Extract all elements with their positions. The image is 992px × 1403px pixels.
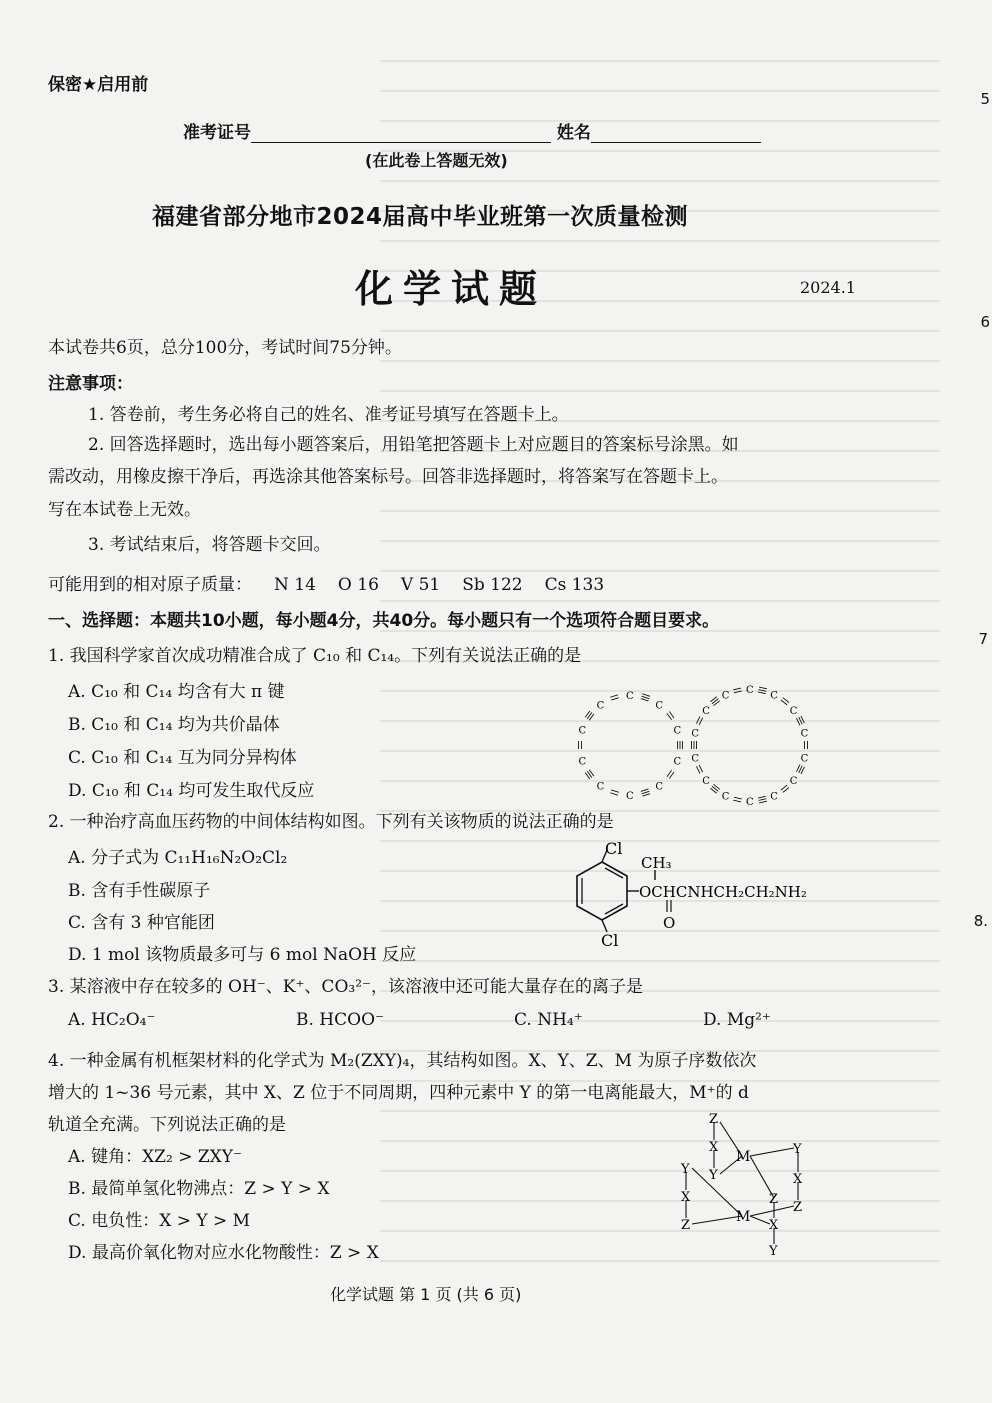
carbon-atom: C xyxy=(655,700,664,712)
ligand-atom: Y xyxy=(793,1142,802,1157)
question-2-stem: 2. 一种治疗高血压药物的中间体结构如图。下列有关该物质的说法正确的是 xyxy=(48,812,614,832)
masses-label: 可能用到的相对原子质量： xyxy=(48,575,252,595)
q2-option-d[interactable]: D. 1 mol 该物质最多可与 6 mol NaOH 反应 xyxy=(68,945,417,965)
edge-mark: 5 xyxy=(980,90,990,108)
triple-bond xyxy=(710,784,719,793)
carbon-atom: C xyxy=(578,756,587,768)
carbon-atom: C xyxy=(673,725,682,737)
notice-title: 注意事项： xyxy=(48,374,133,394)
chain-label: OCHCNHCH₂CH₂NH₂ xyxy=(639,883,807,901)
carbon-atom: C xyxy=(800,728,809,740)
ticket-blank xyxy=(251,124,551,143)
carbon-atom: C xyxy=(691,728,700,740)
name-blank xyxy=(591,124,761,143)
c10-ring-diagram xyxy=(565,680,695,810)
exam-summary: 本试卷共6页，总分100分，考试时间75分钟。 xyxy=(48,338,402,358)
q4-option-a[interactable]: A. 键角：XZ₂ > ZXY⁻ xyxy=(68,1147,242,1167)
carbon-atom: C xyxy=(673,756,682,768)
double-bond xyxy=(781,785,789,792)
subject-title: 化学试题 xyxy=(355,267,548,311)
double-bond xyxy=(610,695,619,700)
carbon-atom: C xyxy=(596,700,605,712)
notice-item: 2. 回答选择题时，选出每小题答案后，用铅笔把答题卡上对应题目的答案标号涂黑。如 xyxy=(88,435,739,455)
mass-item: Cs 133 xyxy=(544,575,605,595)
metal-atom: M xyxy=(736,1149,751,1165)
q2-option-b[interactable]: B. 含有手性碳原子 xyxy=(68,881,211,901)
triple-bond xyxy=(758,796,767,803)
notice-item: 需改动，用橡皮擦干净后，再选涂其他答案标号。回答非选择题时，将答案写在答题卡上。 xyxy=(48,467,728,487)
carbon-atom: C xyxy=(721,690,730,702)
ligand-atom: X xyxy=(709,1140,719,1155)
cl-bottom-label: Cl xyxy=(601,931,619,950)
section-heading: 一、选择题：本题共10小题，每小题4分，共40分。每小题只有一个选项符合题目要求。 xyxy=(48,611,720,631)
ticket-label: 准考证号 xyxy=(183,123,251,143)
q2-option-a[interactable]: A. 分子式为 C₁₁H₁₆N₂O₂Cl₂ xyxy=(68,848,288,868)
coordination-bond xyxy=(750,1216,770,1224)
double-bond xyxy=(696,765,702,774)
cl-top-label: Cl xyxy=(605,839,623,858)
notice-item: 写在本试卷上无效。 xyxy=(48,500,201,520)
q1-option-b[interactable]: B. C₁₀ 和 C₁₄ 均为共价晶体 xyxy=(68,715,280,735)
carbon-atom: C xyxy=(655,781,664,793)
triple-bond xyxy=(641,694,650,701)
q1-option-d[interactable]: D. C₁₀ 和 C₁₄ 均可发生取代反应 xyxy=(68,781,315,801)
ligand-atom: Z xyxy=(769,1192,779,1207)
notice-item: 1. 答卷前，考生务必将自己的姓名、准考证号填写在答题卡上。 xyxy=(88,405,569,425)
triple-bond xyxy=(796,765,804,774)
ligand-atom: X xyxy=(681,1190,691,1205)
metal-atom: M xyxy=(736,1209,751,1225)
mass-item: V 51 xyxy=(400,575,441,595)
invalid-note: (在此卷上答题无效) xyxy=(365,151,508,170)
question-3-stem: 3. 某溶液中存在较多的 OH⁻、K⁺、CO₃²⁻，该溶液中还可能大量存在的离子是 xyxy=(48,977,643,997)
q2-option-c[interactable]: C. 含有 3 种官能团 xyxy=(68,913,215,933)
double-bond xyxy=(733,797,741,802)
ligand-atom: Y xyxy=(709,1168,718,1183)
question-4-stem: 轨道全充满。下列说法正确的是 xyxy=(48,1115,286,1135)
ligand-atom: Z xyxy=(793,1200,803,1215)
ligand-atom: X xyxy=(793,1172,803,1187)
edge-mark: 6 xyxy=(980,313,990,331)
carbon-atom: C xyxy=(746,685,754,696)
exam-title: 福建省部分地市2024届高中毕业班第一次质量检测 xyxy=(152,204,689,230)
ch3-label: CH₃ xyxy=(641,854,672,872)
triple-bond xyxy=(796,716,804,725)
q3-option-a[interactable]: A. HC₂O₄⁻ xyxy=(68,1010,156,1030)
carbon-atom: C xyxy=(691,753,700,765)
q3-option-c[interactable]: C. NH₄⁺ xyxy=(514,1010,583,1030)
question-1-stem: 1. 我国科学家首次成功精准合成了 C₁₀ 和 C₁₄。下列有关说法正确的是 xyxy=(48,646,582,666)
triple-bond xyxy=(692,741,697,749)
atomic-masses xyxy=(48,570,626,595)
double-bond xyxy=(610,790,619,795)
q2-structure-diagram xyxy=(555,840,815,950)
edge-mark: 7 xyxy=(978,630,988,648)
carbon-atom: C xyxy=(702,775,710,787)
carbon-atom: C xyxy=(789,706,798,718)
name-label: 姓名 xyxy=(556,123,591,143)
double-bond xyxy=(667,770,674,778)
carbon-atom: C xyxy=(770,690,778,702)
triple-bond xyxy=(710,697,719,706)
notice-item: 3. 考试结束后，将答题卡交回。 xyxy=(88,535,331,555)
carbon-atom: C xyxy=(702,706,710,718)
q1-option-c[interactable]: C. C₁₀ 和 C₁₄ 互为同分异构体 xyxy=(68,748,297,768)
q4-framework-diagram xyxy=(670,1108,820,1258)
benzene-ring xyxy=(577,862,627,920)
mass-item: N 14 xyxy=(274,575,316,595)
q3-option-d[interactable]: D. Mg²⁺ xyxy=(703,1010,771,1030)
c14-ring-diagram xyxy=(685,680,815,810)
carbon-atom: C xyxy=(721,791,730,803)
triple-bond xyxy=(758,687,767,694)
double-bond xyxy=(805,741,808,749)
carbon-atom: C xyxy=(596,781,605,793)
triple-bond xyxy=(585,770,594,779)
carbon-atom: C xyxy=(626,691,634,702)
q4-option-d[interactable]: D. 最高价氧化物对应水化物酸性：Z > X xyxy=(68,1243,379,1263)
double-bond xyxy=(781,698,789,705)
triple-bond xyxy=(641,789,650,796)
question-4-stem: 增大的 1~36 号元素，其中 X、Z 位于不同周期，四种元素中 Y 的第一电离能最大，M⁺的 d xyxy=(48,1083,749,1103)
exam-date: 2024.1 xyxy=(800,278,856,297)
ligand-atom: Z xyxy=(681,1218,691,1233)
q3-option-b[interactable]: B. HCOO⁻ xyxy=(296,1010,384,1030)
carbon-atom: C xyxy=(800,753,809,765)
ligand-atom: Y xyxy=(681,1162,690,1177)
carbonyl-o-label: O xyxy=(663,914,676,932)
ligand-atom: Z xyxy=(709,1112,719,1127)
mass-item: Sb 122 xyxy=(462,575,523,595)
carbon-atom: C xyxy=(770,791,778,803)
triple-bond xyxy=(678,741,683,749)
carbon-atom: C xyxy=(578,725,587,737)
question-4-stem: 4. 一种金属有机框架材料的化学式为 M₂(ZXY)₄，其结构如图。X、Y、Z、M 为原子序数依次 xyxy=(48,1051,757,1071)
q4-option-c[interactable]: C. 电负性：X > Y > M xyxy=(68,1211,251,1231)
page-footer: 化学试题 第 1 页 (共 6 页) xyxy=(330,1285,522,1304)
coordination-bond xyxy=(750,1148,794,1156)
candidate-info-line xyxy=(183,118,761,143)
coordination-bond xyxy=(692,1216,742,1224)
carbon-atom: C xyxy=(626,791,634,802)
double-bond xyxy=(579,741,582,749)
edge-mark: 8. xyxy=(973,912,988,930)
ligand-atom: Y xyxy=(769,1244,778,1259)
carbon-atom: C xyxy=(789,775,798,787)
carbon-atom: C xyxy=(746,797,754,808)
q1-option-a[interactable]: A. C₁₀ 和 C₁₄ 均含有大 π 键 xyxy=(68,682,285,702)
double-bond xyxy=(696,716,702,725)
double-bond xyxy=(667,711,674,719)
double-bond xyxy=(733,688,741,693)
q4-option-b[interactable]: B. 最简单氢化物沸点：Z > Y > X xyxy=(68,1179,330,1199)
confidential-label: 保密★启用前 xyxy=(48,75,149,95)
triple-bond xyxy=(585,711,594,720)
ligand-atom: X xyxy=(769,1218,779,1233)
mass-item: O 16 xyxy=(337,575,379,595)
coordination-bond xyxy=(750,1206,794,1216)
